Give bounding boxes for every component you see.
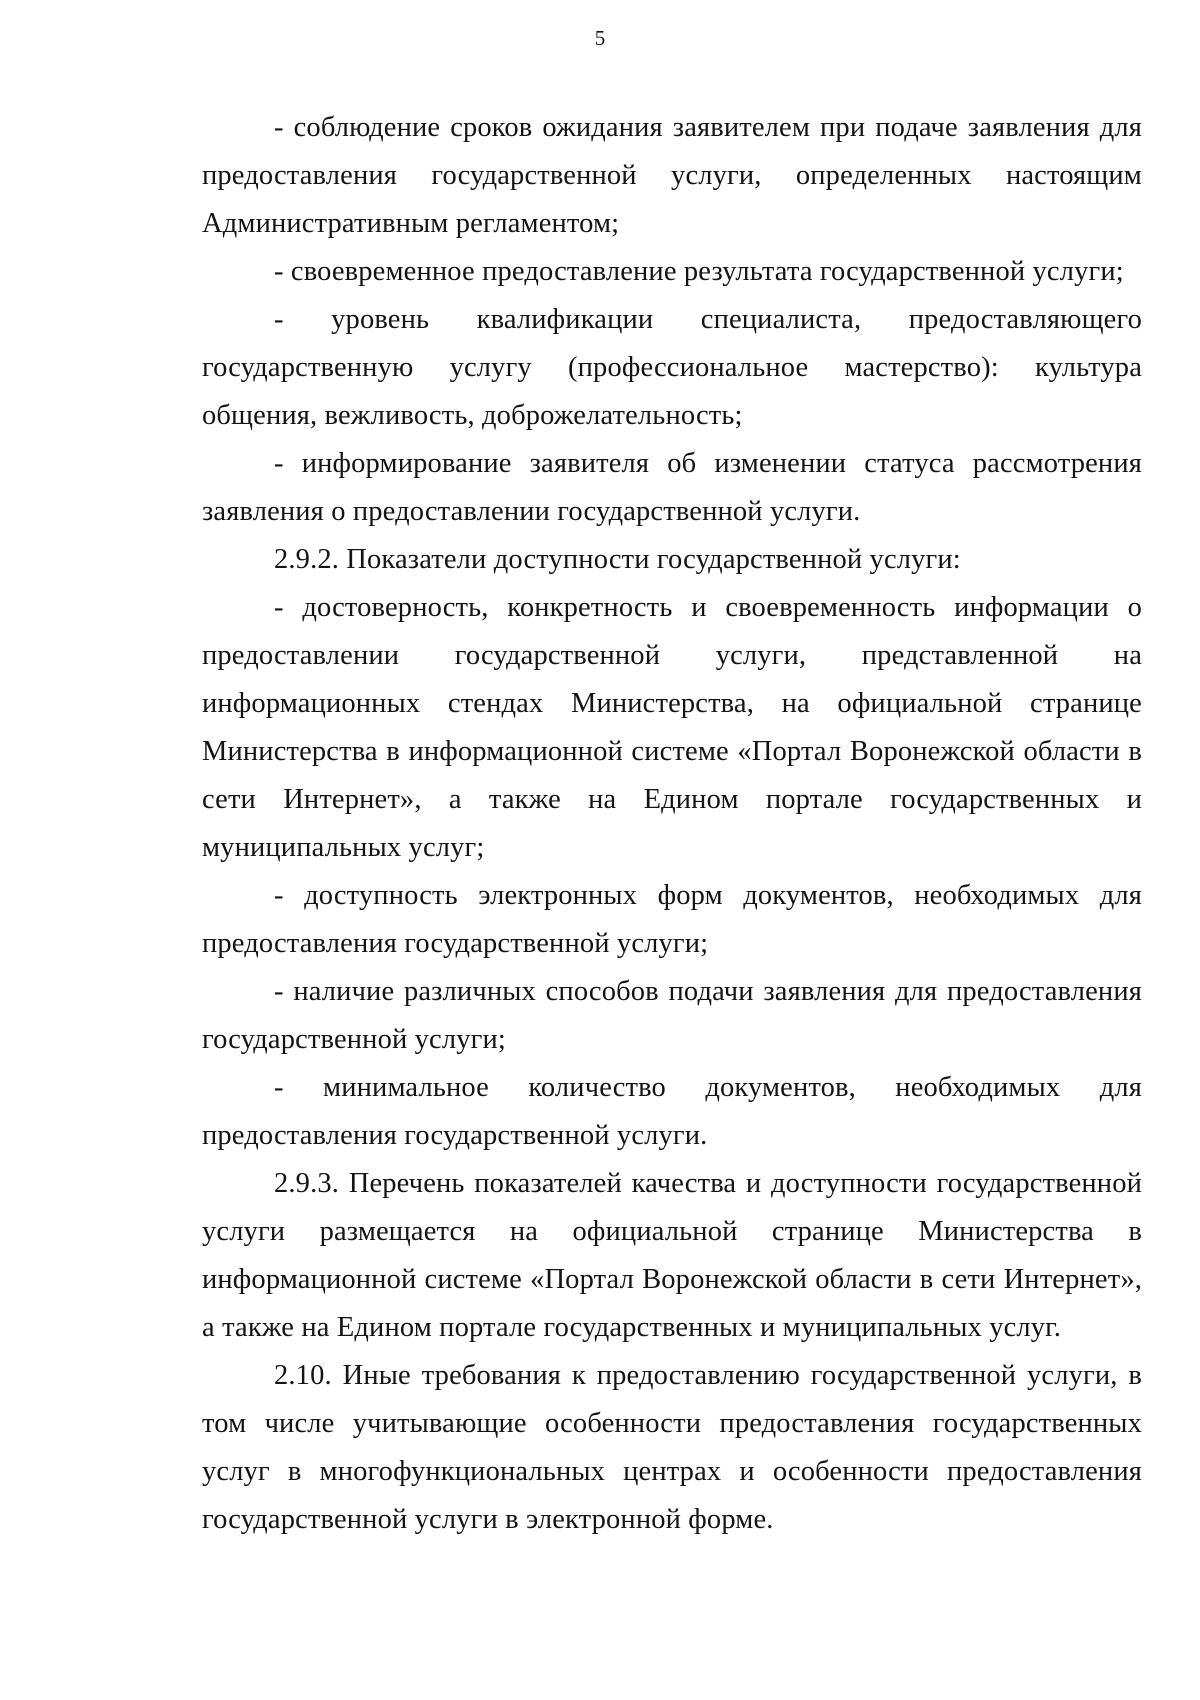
paragraph-specialist-qualification: - уровень квалификации специалиста, предоставляющего государственную услугу (профессиональное мастерство): культура общения, вежливость, доброжелательность; (202, 304, 1142, 431)
paragraph-status-notification: - информирование заявителя об изменении статуса рассмотрения заявления о предоставлении государственной услуги. (202, 448, 1142, 527)
paragraph-waiting-time: - соблюдение сроков ожидания заявителем при подаче заявления для предоставления государственной услуги, определенных настоящим Административным регламентом; (202, 112, 1142, 239)
paragraph-submission-methods: - наличие различных способов подачи заявления для предоставления государственной услуги; (202, 976, 1142, 1055)
paragraph-timely-result: - своевременное предоставление результата государственной услуги; (274, 256, 1124, 287)
section-heading-2-9-2: 2.9.2. Показатели доступности государственной услуги: (274, 544, 961, 575)
paragraph-electronic-forms: - доступность электронных форм документов, необходимых для предоставления государственной услуги; (202, 880, 1142, 959)
paragraph-information-reliability: - достоверность, конкретность и своевременность информации о предоставлении государственной услуги, представленной на информационных стендах Министерства, на официальной странице Министерства в информационной системе «Портал Воронежской области в сети Интернет», а также на Едином портале государственных и муниципальных услуг; (202, 592, 1142, 863)
section-2-10: 2.10. Иные требования к предоставлению государственной услуги, в том числе учитывающие особенности предоставления государственных услуг в многофункциональных центрах и особенности предоставления государственной услуги в электронной форме. (202, 1360, 1142, 1535)
page-number: 5 (594, 26, 606, 50)
document-body (202, 104, 1142, 1544)
section-2-9-3: 2.9.3. Перечень показателей качества и доступности государственной услуги размещается на официальной странице Министерства в информационной системе «Портал Воронежской области в сети Интернет», а также на Едином портале государственных и муниципальных услуг. (202, 1168, 1142, 1343)
paragraph-minimal-documents: - минимальное количество документов, необходимых для предоставления государственной услуги. (202, 1072, 1142, 1151)
